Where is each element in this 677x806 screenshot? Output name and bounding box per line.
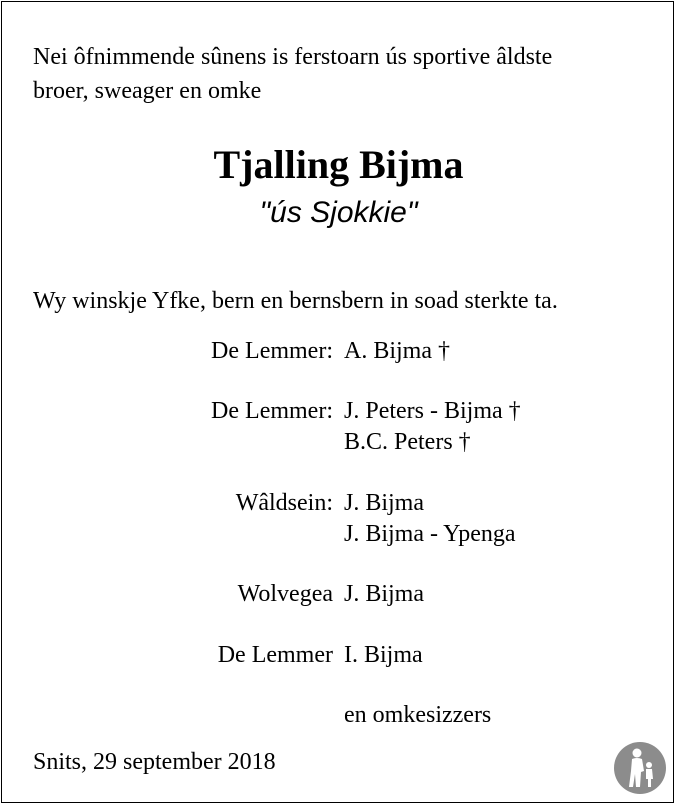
family-place: De Lemmer: xyxy=(211,398,333,424)
family-names xyxy=(344,336,450,367)
family-place: Wolvegea xyxy=(237,581,333,607)
family-member: J. Bijma xyxy=(344,490,425,516)
family-names xyxy=(344,396,521,458)
family-names xyxy=(344,640,423,671)
family-place: Wâldsein: xyxy=(235,490,333,516)
family-names xyxy=(344,579,424,610)
family-names xyxy=(344,488,516,550)
closing-text: en omkesizzers xyxy=(344,702,492,728)
family-member: A. Bijma † xyxy=(344,338,450,364)
deceased-name: Tjalling Bijma xyxy=(213,142,464,187)
family-member: B.C. Peters † xyxy=(344,429,471,455)
family-place: De Lemmer xyxy=(217,642,333,668)
notice-frame xyxy=(1,1,674,803)
family-member: J. Peters - Bijma † xyxy=(344,398,521,424)
nickname: "ús Sjokkie" xyxy=(259,196,418,229)
family-place: De Lemmer: xyxy=(211,338,333,364)
intro-text xyxy=(33,40,633,108)
intro-line-2: broer, sweager en omke xyxy=(33,78,262,104)
place-date: Snits, 29 september 2018 xyxy=(33,749,276,775)
family-member: J. Bijma xyxy=(344,581,425,607)
family-member: J. Bijma - Ypenga xyxy=(344,521,516,547)
wish-text: Wy winskje Yfke, bern en bernsbern in soad sterkte ta. xyxy=(33,288,558,314)
intro-line-1: Nei ôfnimmende sûnens is ferstoarn ús sportive âldste xyxy=(33,44,553,70)
memorial-figure-icon xyxy=(613,741,667,795)
family-member: I. Bijma xyxy=(344,642,423,668)
